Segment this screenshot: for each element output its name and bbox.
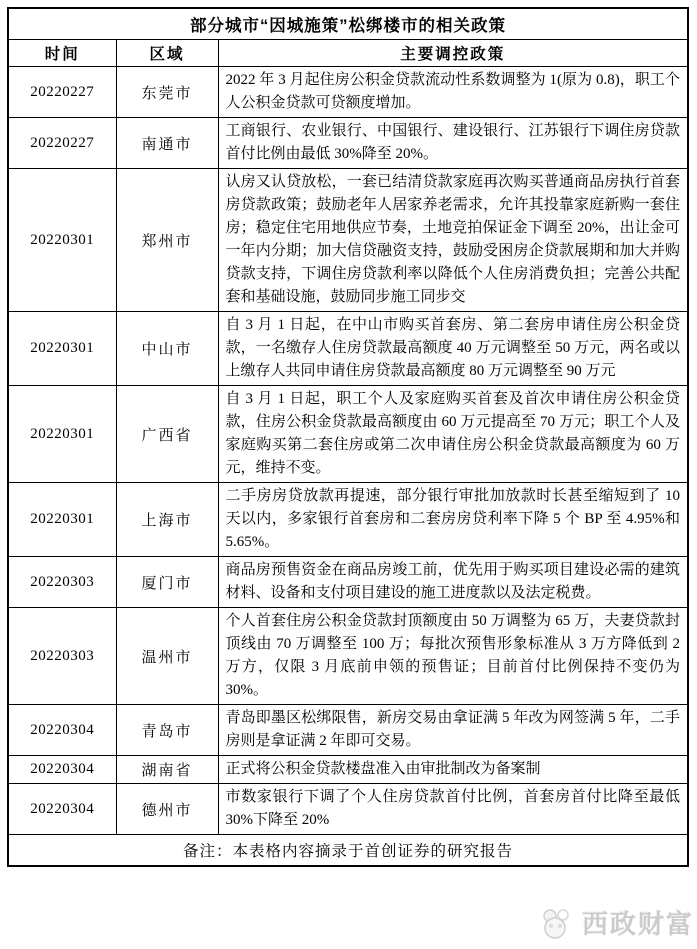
row-date: 20220301 bbox=[8, 312, 116, 386]
row-date: 20220227 bbox=[8, 118, 116, 169]
row-region: 郑州市 bbox=[116, 169, 218, 312]
row-policy: 自 3 月 1 日起，职工个人及家庭购买首套及首次申请住房公积金贷款，住房公积金贷款最高额度由 60 万元提高至 70 万元；职工个人及家庭购买第二套住房或第二次申请住房公积金贷款最高额度为 60 万元，维持不变。 bbox=[218, 386, 688, 483]
watermark bbox=[536, 904, 694, 941]
header-row bbox=[8, 40, 688, 67]
watermark-text: 西政财富 bbox=[581, 909, 694, 939]
table-row bbox=[8, 705, 688, 756]
table-row bbox=[8, 608, 688, 705]
row-policy: 青岛即墨区松绑限售，新房交易由拿证满 5 年改为网签满 5 年，二手房则是拿证满 2 年即可交易。 bbox=[218, 705, 688, 756]
row-policy: 商品房预售资金在商品房竣工前，优先用于购买项目建设必需的建筑材料、设备和支付项目建设的施工进度款以及法定税费。 bbox=[218, 557, 688, 608]
table-row bbox=[8, 312, 688, 386]
note-row bbox=[8, 835, 688, 867]
panda-logo-icon bbox=[536, 905, 578, 941]
row-region: 南通市 bbox=[116, 118, 218, 169]
table-row bbox=[8, 386, 688, 483]
row-date: 20220304 bbox=[8, 784, 116, 835]
table-row bbox=[8, 169, 688, 312]
row-region: 东莞市 bbox=[116, 67, 218, 118]
table-row bbox=[8, 557, 688, 608]
row-policy: 二手房房贷放款再提速，部分银行审批加放款时长甚至缩短到了 10 天以内，多家银行首套房和二套房房贷利率下降 5 个 BP 至 4.95%和 5.65%。 bbox=[218, 483, 688, 557]
row-date: 20220304 bbox=[8, 705, 116, 756]
table-row bbox=[8, 784, 688, 835]
row-policy: 个人首套住房公积金贷款封顶额度由 50 万调整为 65 万，夫妻贷款封顶线由 70 万调整至 100 万；每批次预售形象标准从 3 万方降低到 2 万方，仅限 3 月底前申领的预售证；目前首付比例保持不变仍为 30%。 bbox=[218, 608, 688, 705]
row-policy: 工商银行、农业银行、中国银行、建设银行、江苏银行下调住房贷款首付比例由最低 30%降至 20%。 bbox=[218, 118, 688, 169]
row-region: 上海市 bbox=[116, 483, 218, 557]
row-region: 湖南省 bbox=[116, 756, 218, 784]
table-row bbox=[8, 756, 688, 784]
row-date: 20220301 bbox=[8, 386, 116, 483]
row-date: 20220301 bbox=[8, 169, 116, 312]
row-date: 20220304 bbox=[8, 756, 116, 784]
table-title: 部分城市“因城施策”松绑楼市的相关政策 bbox=[8, 8, 688, 40]
column-header-time: 时间 bbox=[8, 40, 116, 67]
table-row bbox=[8, 483, 688, 557]
row-policy: 2022 年 3 月起住房公积金贷款流动性系数调整为 1(原为 0.8)，职工个人公积金贷款可贷额度增加。 bbox=[218, 67, 688, 118]
row-policy: 正式将公积金贷款楼盘准入由审批制改为备案制 bbox=[218, 756, 688, 784]
row-policy: 市数家银行下调了个人住房贷款首付比例，首套房首付比降至最低 30%下降至 20% bbox=[218, 784, 688, 835]
column-header-policy: 主要调控政策 bbox=[218, 40, 688, 67]
row-date: 20220303 bbox=[8, 557, 116, 608]
row-region: 温州市 bbox=[116, 608, 218, 705]
column-header-region: 区域 bbox=[116, 40, 218, 67]
table-row bbox=[8, 118, 688, 169]
row-date: 20220303 bbox=[8, 608, 116, 705]
row-region: 德州市 bbox=[116, 784, 218, 835]
row-region: 厦门市 bbox=[116, 557, 218, 608]
row-region: 广西省 bbox=[116, 386, 218, 483]
title-row bbox=[8, 8, 688, 40]
row-policy: 认房又认贷放松，一套已结清贷款家庭再次购买普通商品房执行首套房贷款政策；鼓励老年人居家养老需求，允许其投靠家庭新购一套住房；稳定住宅用地供应节奏，土地竞拍保证金下调至 20%，出让金可一年内分期；加大信贷融资支持，鼓励受困房企贷款展期和加大并购贷款支持，下调住房贷款利率以降低个人住房消费负担；完善公共配套和基础设施，鼓励同步施工同步交 bbox=[218, 169, 688, 312]
table-row bbox=[8, 67, 688, 118]
row-region: 中山市 bbox=[116, 312, 218, 386]
row-date: 20220301 bbox=[8, 483, 116, 557]
table-note: 备注：本表格内容摘录于首创证券的研究报告 bbox=[8, 835, 688, 867]
policy-table bbox=[7, 7, 689, 867]
row-date: 20220227 bbox=[8, 67, 116, 118]
row-region: 青岛市 bbox=[116, 705, 218, 756]
row-policy: 自 3 月 1 日起，在中山市购买首套房、第二套房申请住房公积金贷款，一名缴存人住房贷款最高额度 40 万元调整至 50 万元，两名或以上缴存人共同申请住房贷款最高额度 80 万元调整至 90 万元 bbox=[218, 312, 688, 386]
